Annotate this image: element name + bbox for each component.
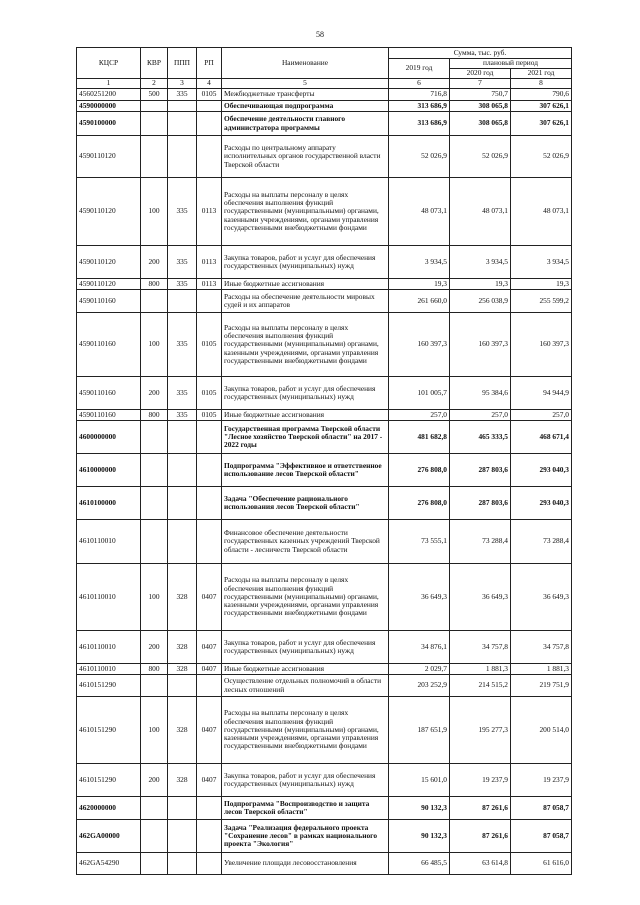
cell-2019: 15 601,0 [389, 764, 450, 797]
header-num-3: 3 [168, 79, 197, 89]
cell-kvr [141, 454, 168, 487]
table-row [77, 675, 572, 697]
cell-rp [197, 112, 222, 136]
table-row [77, 564, 572, 631]
cell-kcsr: 4620000000 [77, 797, 141, 820]
header-num-7: 7 [450, 79, 511, 89]
cell-ppp: 328 [168, 697, 197, 764]
cell-kcsr: 4610110010 [77, 631, 141, 664]
cell-ppp: 328 [168, 564, 197, 631]
table-row [77, 112, 572, 136]
cell-rp: 0113 [197, 246, 222, 279]
cell-name: Обеспечение деятельности главного администратора программы [222, 112, 389, 136]
cell-ppp [168, 797, 197, 820]
table-row [77, 246, 572, 279]
cell-2021: 219 751,9 [511, 675, 572, 697]
cell-name: Задача "Обеспечение рационального использования лесов Тверской области" [222, 487, 389, 520]
cell-2020: 1 881,3 [450, 664, 511, 675]
cell-name: Расходы на выплаты персоналу в целях обеспечения выполнения функций государственными (муниципальными) органами, казенными учреждениями, органами управления государственными внебюджетными фондами [222, 313, 389, 377]
cell-2019: 2 029,7 [389, 664, 450, 675]
table-row [77, 820, 572, 853]
cell-ppp [168, 421, 197, 454]
cell-2020: 160 397,3 [450, 313, 511, 377]
cell-2021: 257,0 [511, 410, 572, 421]
cell-2019: 90 132,3 [389, 797, 450, 820]
cell-ppp [168, 853, 197, 875]
cell-2021: 87 058,7 [511, 820, 572, 853]
cell-name: Расходы на выплаты персоналу в целях обеспечения выполнения функций государственными (муниципальными) органами, казенными учреждениями, органами управления государственными внебюджетными фондами [222, 178, 389, 246]
cell-name: Иные бюджетные ассигнования [222, 410, 389, 421]
cell-kcsr: 4610110010 [77, 664, 141, 675]
cell-kvr: 800 [141, 410, 168, 421]
cell-rp: 0105 [197, 410, 222, 421]
table-row [77, 454, 572, 487]
cell-kvr [141, 136, 168, 178]
table-row [77, 313, 572, 377]
cell-2021: 307 626,1 [511, 112, 572, 136]
cell-rp [197, 797, 222, 820]
cell-2020: 73 288,4 [450, 520, 511, 564]
cell-ppp: 335 [168, 89, 197, 101]
cell-2021: 293 040,3 [511, 487, 572, 520]
cell-name: Задача "Реализация федерального проекта "Сохранение лесов" в рамках национального проекта "Экология" [222, 820, 389, 853]
cell-kcsr: 4600000000 [77, 421, 141, 454]
cell-ppp [168, 101, 197, 112]
cell-ppp [168, 136, 197, 178]
cell-kcsr: 4610151290 [77, 697, 141, 764]
cell-rp: 0407 [197, 631, 222, 664]
header-name: Наименование [222, 48, 389, 79]
cell-name: Государственная программа Тверской области "Лесное хозяйство Тверской области" на 2017 - 2022 годы [222, 421, 389, 454]
cell-ppp [168, 820, 197, 853]
table-row [77, 664, 572, 675]
table-body [77, 89, 572, 875]
cell-2019: 36 649,3 [389, 564, 450, 631]
cell-ppp: 335 [168, 279, 197, 290]
header-2020: 2020 год [450, 69, 511, 79]
cell-2021: 34 757,8 [511, 631, 572, 664]
cell-2021: 94 944,9 [511, 377, 572, 410]
cell-rp [197, 421, 222, 454]
cell-2020: 287 803,6 [450, 454, 511, 487]
cell-ppp [168, 454, 197, 487]
cell-name: Иные бюджетные ассигнования [222, 279, 389, 290]
cell-rp [197, 136, 222, 178]
cell-kcsr: 4590110160 [77, 290, 141, 313]
cell-rp [197, 290, 222, 313]
table-row [77, 421, 572, 454]
cell-2019: 716,8 [389, 89, 450, 101]
cell-rp: 0113 [197, 178, 222, 246]
cell-kcsr: 4590110120 [77, 246, 141, 279]
cell-rp: 0407 [197, 664, 222, 675]
cell-2019: 66 485,5 [389, 853, 450, 875]
cell-kvr [141, 853, 168, 875]
cell-kvr [141, 797, 168, 820]
cell-rp [197, 675, 222, 697]
cell-kcsr: 4590110120 [77, 136, 141, 178]
cell-2021: 73 288,4 [511, 520, 572, 564]
cell-2019: 481 682,8 [389, 421, 450, 454]
header-kcsr: КЦСР [77, 48, 141, 79]
cell-2020: 19,3 [450, 279, 511, 290]
cell-kvr: 100 [141, 313, 168, 377]
cell-rp: 0105 [197, 89, 222, 101]
header-num-2: 2 [141, 79, 168, 89]
cell-kvr [141, 112, 168, 136]
table-row [77, 697, 572, 764]
cell-2020: 63 614,8 [450, 853, 511, 875]
cell-2019: 313 686,9 [389, 112, 450, 136]
cell-kcsr: 462GA54290 [77, 853, 141, 875]
cell-kvr: 100 [141, 697, 168, 764]
cell-2020: 19 237,9 [450, 764, 511, 797]
cell-rp: 0105 [197, 377, 222, 410]
header-kvr: КВР [141, 48, 168, 79]
cell-2020: 308 065,8 [450, 112, 511, 136]
table-row [77, 764, 572, 797]
cell-2020: 308 065,8 [450, 101, 511, 112]
table-row [77, 178, 572, 246]
cell-kcsr: 4590100000 [77, 112, 141, 136]
cell-2021: 3 934,5 [511, 246, 572, 279]
cell-name: Осуществление отдельных полномочий в области лесных отношений [222, 675, 389, 697]
cell-2021: 19,3 [511, 279, 572, 290]
cell-kvr: 200 [141, 246, 168, 279]
cell-2021: 200 514,0 [511, 697, 572, 764]
cell-2020: 195 277,3 [450, 697, 511, 764]
cell-2021: 790,6 [511, 89, 572, 101]
cell-rp: 0113 [197, 279, 222, 290]
cell-2021: 468 671,4 [511, 421, 572, 454]
cell-rp [197, 853, 222, 875]
cell-ppp [168, 112, 197, 136]
cell-kcsr: 4610151290 [77, 675, 141, 697]
cell-kcsr: 4610151290 [77, 764, 141, 797]
cell-2020: 34 757,8 [450, 631, 511, 664]
cell-name: Межбюджетные трансферты [222, 89, 389, 101]
cell-2019: 203 252,9 [389, 675, 450, 697]
cell-kvr: 800 [141, 279, 168, 290]
cell-2021: 61 616,0 [511, 853, 572, 875]
cell-name: Увеличение площади лесовосстановления [222, 853, 389, 875]
cell-ppp: 335 [168, 246, 197, 279]
cell-kvr [141, 520, 168, 564]
cell-kcsr: 4560251200 [77, 89, 141, 101]
cell-2020: 750,7 [450, 89, 511, 101]
cell-2019: 90 132,3 [389, 820, 450, 853]
cell-2019: 276 808,0 [389, 487, 450, 520]
cell-2020: 95 384,6 [450, 377, 511, 410]
cell-name: Расходы по центральному аппарату исполнительных органов государственной власти Тверской области [222, 136, 389, 178]
cell-2019: 48 073,1 [389, 178, 450, 246]
cell-name: Расходы на обеспечение деятельности мировых судей и их аппаратов [222, 290, 389, 313]
cell-kvr [141, 101, 168, 112]
cell-2020: 214 515,2 [450, 675, 511, 697]
cell-ppp: 328 [168, 664, 197, 675]
header-sum: Сумма, тыс. руб. [389, 48, 572, 59]
cell-2020: 465 333,5 [450, 421, 511, 454]
cell-2021: 36 649,3 [511, 564, 572, 631]
cell-2020: 87 261,6 [450, 797, 511, 820]
header-num-1: 1 [77, 79, 141, 89]
cell-name: Обеспечивающая подпрограмма [222, 101, 389, 112]
table-row [77, 797, 572, 820]
cell-2021: 255 599,2 [511, 290, 572, 313]
cell-2021: 87 058,7 [511, 797, 572, 820]
cell-ppp: 335 [168, 410, 197, 421]
cell-kvr: 100 [141, 564, 168, 631]
cell-2020: 87 261,6 [450, 820, 511, 853]
cell-2021: 48 073,1 [511, 178, 572, 246]
cell-2020: 256 038,9 [450, 290, 511, 313]
cell-2019: 101 005,7 [389, 377, 450, 410]
table-row [77, 136, 572, 178]
cell-kvr [141, 290, 168, 313]
cell-2019: 19,3 [389, 279, 450, 290]
table-row [77, 410, 572, 421]
cell-kcsr: 4610110010 [77, 564, 141, 631]
cell-name: Расходы на выплаты персоналу в целях обеспечения выполнения функций государственными (муниципальными) органами, казенными учреждениями, органами управления государственными внебюджетными фондами [222, 697, 389, 764]
cell-rp [197, 454, 222, 487]
cell-2019: 187 651,9 [389, 697, 450, 764]
cell-2021: 1 881,3 [511, 664, 572, 675]
cell-2021: 293 040,3 [511, 454, 572, 487]
cell-name: Расходы на выплаты персоналу в целях обеспечения выполнения функций государственными (муниципальными) органами, казенными учреждениями, органами управления государственными внебюджетными фондами [222, 564, 389, 631]
cell-2021: 52 026,9 [511, 136, 572, 178]
cell-2019: 160 397,3 [389, 313, 450, 377]
cell-ppp: 335 [168, 313, 197, 377]
cell-kcsr: 4590000000 [77, 101, 141, 112]
cell-kcsr: 462GA00000 [77, 820, 141, 853]
cell-name: Закупка товаров, работ и услуг для обеспечения государственных (муниципальных) нужд [222, 377, 389, 410]
cell-ppp [168, 520, 197, 564]
cell-2019: 276 808,0 [389, 454, 450, 487]
cell-kcsr: 4610110010 [77, 520, 141, 564]
cell-rp: 0407 [197, 764, 222, 797]
cell-ppp: 335 [168, 178, 197, 246]
cell-ppp [168, 290, 197, 313]
table-row [77, 377, 572, 410]
cell-kcsr: 4590110160 [77, 377, 141, 410]
cell-rp [197, 487, 222, 520]
cell-rp [197, 101, 222, 112]
cell-kcsr: 4590110160 [77, 410, 141, 421]
table-row [77, 853, 572, 875]
cell-kvr: 100 [141, 178, 168, 246]
cell-kvr: 800 [141, 664, 168, 675]
header-num-4: 4 [197, 79, 222, 89]
cell-name: Подпрограмма "Воспроизводство и защита лесов Тверской области" [222, 797, 389, 820]
cell-name: Закупка товаров, работ и услуг для обеспечения государственных (муниципальных) нужд [222, 246, 389, 279]
header-num-6: 6 [389, 79, 450, 89]
header-num-8: 8 [511, 79, 572, 89]
cell-ppp [168, 675, 197, 697]
table-row [77, 631, 572, 664]
table-row [77, 279, 572, 290]
header-ppp: ППП [168, 48, 197, 79]
cell-2020: 287 803,6 [450, 487, 511, 520]
cell-kvr: 200 [141, 764, 168, 797]
cell-name: Финансовое обеспечение деятельности государственных казенных учреждений Тверской области - лесничеств Тверской области [222, 520, 389, 564]
cell-kvr [141, 487, 168, 520]
cell-kvr: 200 [141, 377, 168, 410]
cell-ppp: 335 [168, 377, 197, 410]
cell-2019: 3 934,5 [389, 246, 450, 279]
cell-2019: 34 876,1 [389, 631, 450, 664]
cell-2019: 52 026,9 [389, 136, 450, 178]
cell-2020: 48 073,1 [450, 178, 511, 246]
cell-ppp [168, 487, 197, 520]
cell-rp [197, 820, 222, 853]
header-rp: РП [197, 48, 222, 79]
cell-2019: 313 686,9 [389, 101, 450, 112]
cell-ppp: 328 [168, 631, 197, 664]
cell-kvr [141, 820, 168, 853]
table-header [77, 48, 572, 89]
cell-kvr: 500 [141, 89, 168, 101]
header-2019: 2019 год [389, 59, 450, 79]
cell-kcsr: 4610000000 [77, 454, 141, 487]
cell-kcsr: 4590110160 [77, 313, 141, 377]
cell-2020: 36 649,3 [450, 564, 511, 631]
cell-name: Закупка товаров, работ и услуг для обеспечения государственных (муниципальных) нужд [222, 631, 389, 664]
table-row [77, 487, 572, 520]
cell-kvr [141, 675, 168, 697]
cell-rp: 0407 [197, 564, 222, 631]
table-row [77, 89, 572, 101]
cell-name: Закупка товаров, работ и услуг для обеспечения государственных (муниципальных) нужд [222, 764, 389, 797]
table-row [77, 101, 572, 112]
cell-kcsr: 4610100000 [77, 487, 141, 520]
cell-2020: 52 026,9 [450, 136, 511, 178]
cell-kvr [141, 421, 168, 454]
cell-2021: 307 626,1 [511, 101, 572, 112]
cell-2020: 257,0 [450, 410, 511, 421]
table-row [77, 520, 572, 564]
header-plan: плановый период [450, 59, 572, 69]
budget-table [76, 47, 572, 875]
cell-name: Подпрограмма "Эффективное и ответственное использование лесов Тверской области" [222, 454, 389, 487]
cell-name: Иные бюджетные ассигнования [222, 664, 389, 675]
cell-2019: 73 555,1 [389, 520, 450, 564]
table-row [77, 290, 572, 313]
cell-2019: 257,0 [389, 410, 450, 421]
cell-kcsr: 4590110120 [77, 178, 141, 246]
cell-2021: 160 397,3 [511, 313, 572, 377]
cell-rp: 0407 [197, 697, 222, 764]
header-2021: 2021 год [511, 69, 572, 79]
cell-rp [197, 520, 222, 564]
header-num-5: 5 [222, 79, 389, 89]
cell-2020: 3 934,5 [450, 246, 511, 279]
cell-rp: 0105 [197, 313, 222, 377]
cell-ppp: 328 [168, 764, 197, 797]
cell-kcsr: 4590110120 [77, 279, 141, 290]
cell-2019: 261 660,0 [389, 290, 450, 313]
cell-2021: 19 237,9 [511, 764, 572, 797]
page-number: 58 [316, 30, 324, 39]
cell-kvr: 200 [141, 631, 168, 664]
